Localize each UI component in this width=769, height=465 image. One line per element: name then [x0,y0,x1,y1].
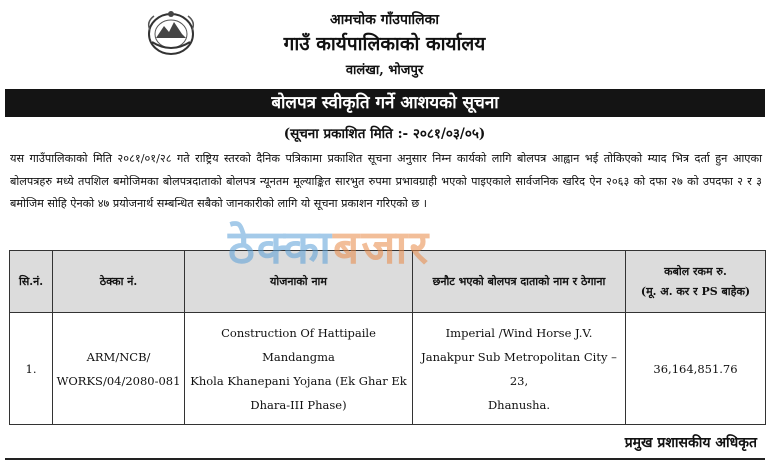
letterhead [0,0,769,88]
header-bidder: छनौट भएको बोलपत्र दाताको नाम र ठेगाना [413,251,626,313]
cell-project [185,313,413,425]
project-line: Construction Of Hattipaile Mandangma [221,325,376,364]
contract-no-line: ARM/NCB/ [86,349,151,364]
watermark-part-1: ठेक्का [228,220,334,274]
header-amount [626,251,766,313]
project-line: Dhara-III Phase) [250,397,347,412]
table-header-row [10,251,766,313]
cell-contract-no [53,313,185,425]
cell-bidder [413,313,626,425]
project-line: Khola Khanepani Yojana (Ek Ghar Ek [190,373,407,388]
office-name: गाउँ कार्यपालिकाको कार्यालय [283,33,486,55]
watermark-part-2: बजार [333,220,431,274]
contract-no-line: WORKS/04/2080-081 [56,373,181,388]
table-row [10,313,766,425]
header-sn: सि.नं. [10,251,53,313]
bidder-line: Janakpur Sub Metropolitan City – 23, [421,349,617,388]
bottom-divider [5,458,765,460]
header-contract-no: ठेक्का नं. [53,251,185,313]
notice-title: बोलपत्र स्वीकृति गर्ने आशयको सूचना [5,89,765,117]
cell-amount: 36,164,851.76 [626,313,766,425]
publication-date: (सूचना प्रकाशित मिति :- २०८१/०३/०५) [283,126,486,142]
signatory-title: प्रमुख प्रशासकीय अधिकृत [624,435,757,451]
cell-sn: 1. [10,313,53,425]
header-amount-note: (मू. अ. कर र PS बाहेक) [640,284,751,298]
header-project: योजनाको नाम [185,251,413,313]
header-amount-title: कबोल रकम रु. [664,264,727,278]
office-address: वालंखा, भोजपुर [345,63,424,78]
bidder-line: Imperial /Wind Horse J.V. [445,325,593,340]
bidder-line: Dhanusha. [487,397,551,412]
municipality-name: आमचोक गाँउपालिका [329,12,440,28]
award-table [9,250,766,425]
notice-body: यस गाउँपालिकाको मिति २०८१/०१/२८ गते राष्ट्रिय स्तरको दैनिक पत्रिकामा प्रकाशित सूचना अनुसार निम्न कार्यको लागि बोलपत्र आह्वान भई तोकिएको म्याद भित्र दर्ता हुन आएका बोलपत्रहरु मध्ये तपशिल बमोजिमका बोलपत्रदाताको बोलपत्र न्यूनतम मूल्याङ्कित सारभुत रुपमा प्रभावग्राही भएको पाइएकाले सार्वजनिक खरिद ऐन २०६३ को दफा २७ को उपदफा २ र ३ बमोजिम सोहि ऐनको ४७ प्रयोजनार्थ सम्बन्धित सबैको जानकारीको लागि यो सूचना प्रकाशन गरिएको छ । [10,152,762,210]
